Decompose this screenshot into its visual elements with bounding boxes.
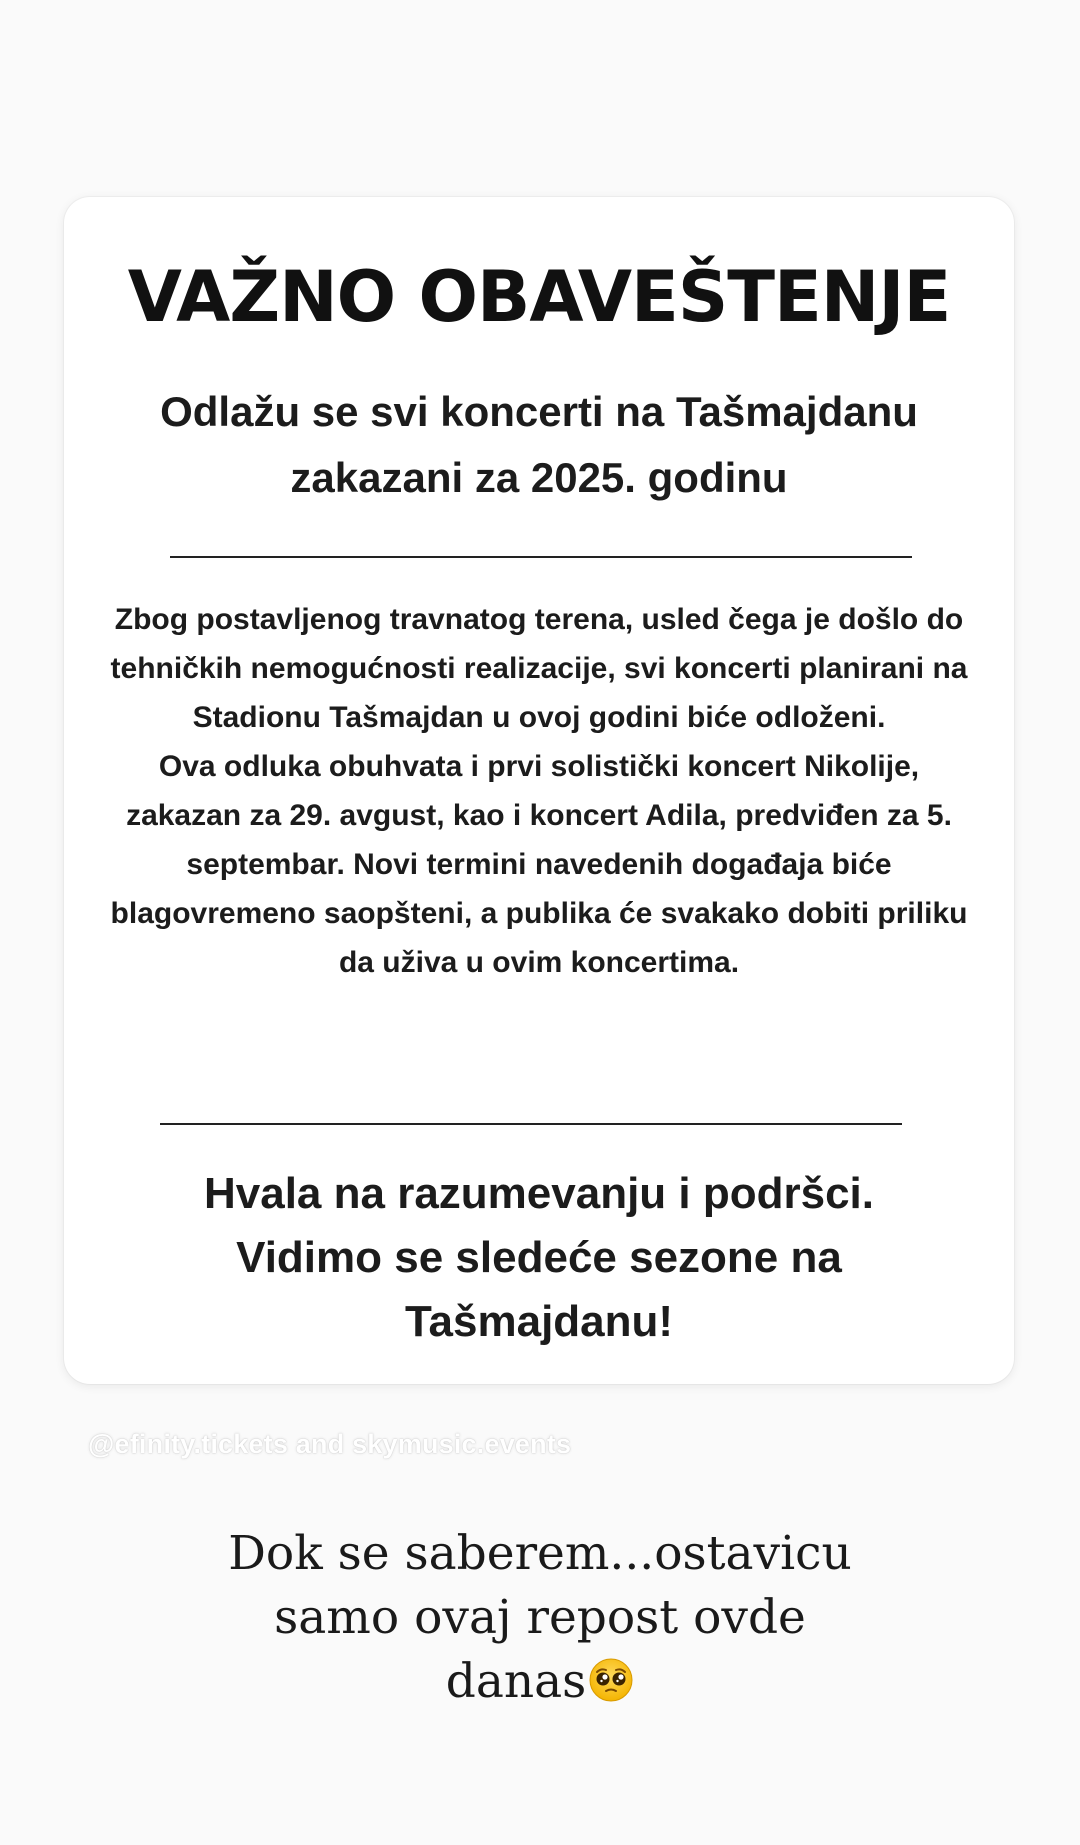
divider-top: [170, 556, 912, 558]
closing-line: Hvala na razumevanju i podršci.: [203, 1169, 874, 1218]
repost-mention[interactable]: @efinity.tickets and skymusic.events: [88, 1429, 572, 1459]
closing-line: Vidimo se sledeće sezone na: [236, 1233, 842, 1282]
subtitle-line: Odlažu se svi koncerti na Tašmajdanu: [160, 388, 918, 435]
subtitle-line: zakazani za 2025. godinu: [290, 454, 788, 501]
caption-line: danas: [445, 1654, 587, 1709]
body-paragraph: Zbog postavljenog travnatog terena, usled čega je došlo do tehničkih nemogućnosti realizacije, svi koncerti planirani na Stadionu Tašmajdan u ovoj godini biće odloženi.: [110, 603, 968, 734]
closing-line: Tašmajdanu!: [404, 1297, 674, 1346]
announcement-subtitle: [94, 379, 984, 511]
announcement-card[interactable]: [64, 197, 1014, 1384]
divider-bottom: [160, 1123, 902, 1125]
body-paragraph: Ova odluka obuhvata i prvi solistički koncert Nikolije, zakazan za 29. avgust, kao i koncert Adila, predviđen za 5. septembar. Novi termini navedenih događaja biće blagovremeno saopšteni, a publika će svakako dobiti priliku da uživa u ovim koncertima.: [110, 750, 968, 979]
pleading-face-icon: [588, 1656, 634, 1720]
caption-line-last: [140, 1650, 940, 1720]
caption-line: Dok se saberem...ostavicu: [228, 1526, 852, 1581]
story-caption: [140, 1522, 940, 1720]
announcement-title: VAŽNO OBAVEŠTENJE: [127, 256, 951, 338]
announcement-closing: [94, 1162, 984, 1354]
announcement-body: [104, 595, 974, 987]
caption-line: samo ovaj repost ovde: [274, 1590, 806, 1645]
